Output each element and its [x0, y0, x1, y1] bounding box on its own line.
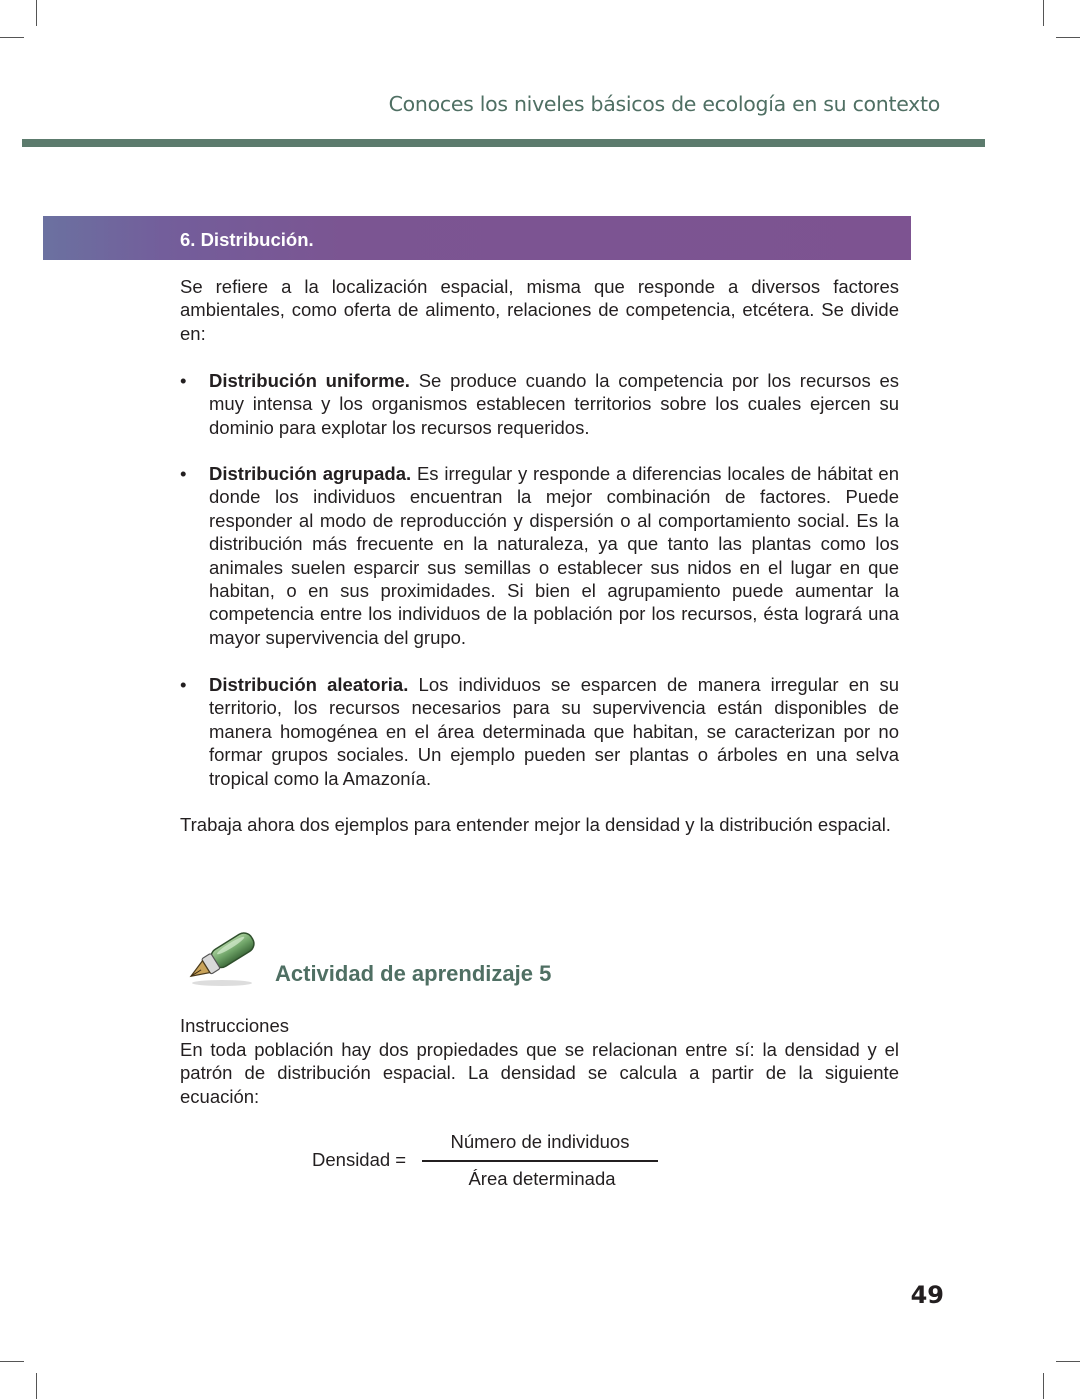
bullet-description: Se produce cuando la competencia por los recursos es muy intensa y los organismos establecen territorios sobre los cuales ejercen su dominio para explotar los recursos requeridos. [209, 370, 900, 438]
bullet-marker: • [180, 463, 187, 484]
page-number: 49 [910, 1281, 944, 1309]
bullet-description: Los individuos se esparcen de manera irregular en su territorio, los recursos necesarios para su supervivencia están disponibles de manera homogénea en el área determinada que habitan, se caracterizan por no formar grupos sociales. Un ejemplo pueden ser plantas o árboles en una selva tropical como la Amazonía. [209, 674, 899, 789]
bullet-uniform-distribution [209, 369, 899, 439]
pen-icon [182, 927, 262, 989]
bullet-random-distribution [209, 673, 899, 790]
crop-mark-top-right-horizontal [1056, 37, 1080, 38]
crop-mark-bottom-left-horizontal [0, 1361, 24, 1362]
closing-paragraph: Trabaja ahora dos ejemplos para entender mejor la densidad y la distribución espacial. [180, 814, 891, 835]
section-title: 6. Distribución. [180, 229, 314, 250]
activity-title: Actividad de aprendizaje 5 [275, 961, 552, 986]
equation-numerator: Número de individuos [450, 1131, 630, 1152]
bullet-marker: • [180, 370, 187, 391]
bullet-term: Distribución uniforme. [209, 370, 410, 391]
crop-mark-top-left-vertical [36, 0, 37, 26]
bullet-description: Es irregular y responde a diferencias locales de hábitat en donde los individuos encuentran la mejor combinación de factores. Puede responder al modo de reproducción y dispersión o al comportamiento social. Es la distribución más frecuente en la naturaleza, ya que tanto las plantas como los animales suelen esparcir sus semillas o establecer sus nidos en el lugar en que habitan, o en sus proximidades. Si bien el agrupamiento puede aumentar la competencia entre los individuos de la población por los recursos, ésta logrará una mayor supervivencia del grupo. [209, 463, 900, 648]
fraction-bar [422, 1160, 658, 1162]
header-rule [22, 139, 985, 147]
equation-denominator: Área determinada [468, 1168, 616, 1189]
crop-mark-bottom-left-vertical [36, 1373, 37, 1399]
crop-mark-bottom-right-vertical [1043, 1373, 1044, 1399]
crop-mark-bottom-right-horizontal [1056, 1361, 1080, 1362]
instructions-label: Instrucciones [180, 1015, 289, 1036]
running-header: Conoces los niveles básicos de ecología en su contexto [388, 92, 940, 116]
crop-mark-top-right-vertical [1043, 0, 1044, 26]
section-heading-band [43, 216, 911, 260]
bullet-grouped-distribution [209, 462, 899, 649]
intro-paragraph: Se refiere a la localización espacial, misma que responde a diversos factores ambientales, como oferta de alimento, relaciones de competencia, etcétera. Se divide en: [180, 276, 899, 344]
bullet-term: Distribución agrupada. [209, 463, 412, 484]
bullet-marker: • [180, 674, 187, 695]
equation-label: Densidad = [312, 1149, 407, 1170]
instructions-text: En toda población hay dos propiedades que se relacionan entre sí: la densidad y el patrón de distribución espacial. La densidad se calcula a partir de la siguiente ecuación: [180, 1039, 899, 1107]
bullet-term: Distribución aleatoria. [209, 674, 409, 695]
crop-mark-top-left-horizontal [0, 37, 24, 38]
